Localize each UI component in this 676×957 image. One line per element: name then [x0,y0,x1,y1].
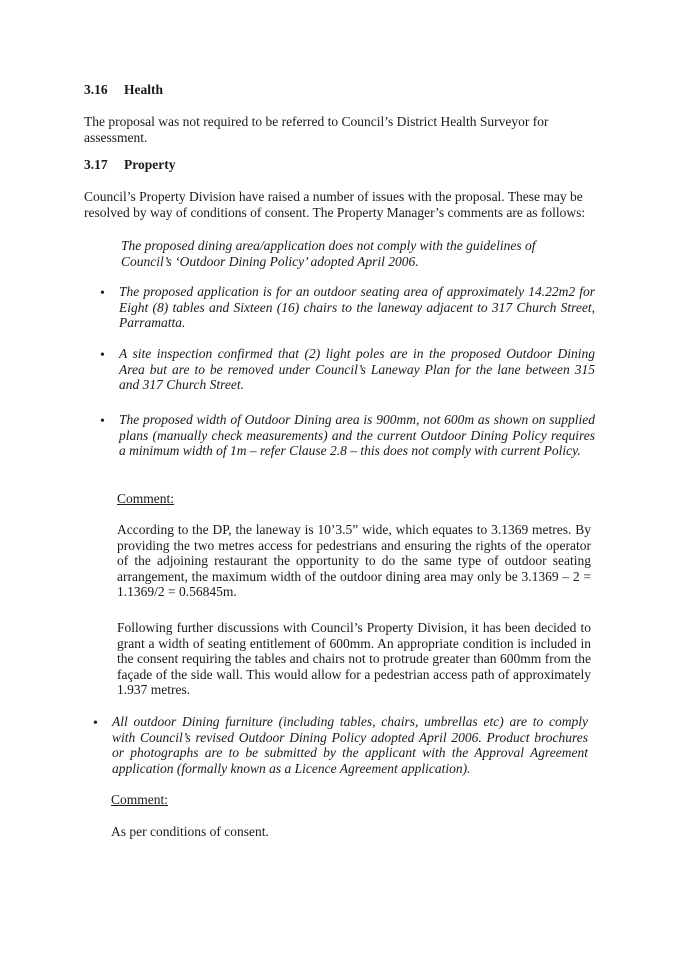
bullet-item-4: All outdoor Dining furniture (including tables, chairs, umbrellas etc) are to comply with Council’s revised Outdoor Dining Policy adopted April 2006. Product brochures or photographs are to be submitted by the applicant with the Approval Agreement application (formally known as a Licence Agreement application). [112,714,588,776]
bullet-marker: • [100,286,105,301]
bullet-item-2: A site inspection confirmed that (2) light poles are in the proposed Outdoor Dining Area but are to be removed under Council’s Laneway Plan for the lane between 315 and 317 Church Street. [119,346,595,392]
section-heading-property [84,157,175,173]
section-title: Property [124,157,176,172]
section-number: 3.17 [84,157,108,172]
bullet-marker: • [100,348,105,363]
comment-paragraph-2: Following further discussions with Council’s Property Division, it has been decided to grant a width of seating entitlement of 600mm. An appropriate condition is included in the consent requiring the tables and chairs not to protrude greater than 600mm from the façade of the side wall. This would allow for a pedestrian access path of approximately 1.937 metres. [117,620,591,697]
comment-label: Comment: [117,491,174,506]
comment-label-2: Comment: [111,792,168,807]
section-title: Health [124,82,163,97]
bullet-item-3: The proposed width of Outdoor Dining area is 900mm, not 600m as shown on supplied plans (manually check measurements) and the current Outdoor Dining Policy requires a minimum width of 1m – refer Clause 2.8 – this does not comply with current Policy. [119,412,595,458]
comment-paragraph-1: According to the DP, the laneway is 10’3.5” wide, which equates to 3.1369 metres. By providing the two metres access for pedestrians and ensuring the rights of the operator of the adjoining restaurant the opportunity to do the same type of outdoor seating arrangement, the maximum width of the outdoor dining area may only be 3.1369 – 2 = 1.1369/2 = 0.56845m. [117,522,591,599]
health-paragraph: The proposal was not required to be referred to Council’s District Health Surveyor for assessment. [84,114,549,145]
property-paragraph: Council’s Property Division have raised a number of issues with the proposal. These may be resolved by way of conditions of consent. The Property Manager’s comments are as follows: [84,189,586,220]
bullet-marker: • [100,414,105,429]
comment-paragraph-3: As per conditions of consent. [111,824,269,839]
bullet-item-1: The proposed application is for an outdoor seating area of approximately 14.22m2 for Eight (8) tables and Sixteen (16) chairs to the laneway adjacent to 317 Church Street, Parramatta. [119,284,595,330]
section-heading-health [84,82,163,98]
section-number: 3.16 [84,82,108,97]
bullet-marker: • [93,716,98,731]
policy-quote: The proposed dining area/application does not comply with the guidelines of Council’s ‘Outdoor Dining Policy’ adopted April 2006. [121,238,536,269]
